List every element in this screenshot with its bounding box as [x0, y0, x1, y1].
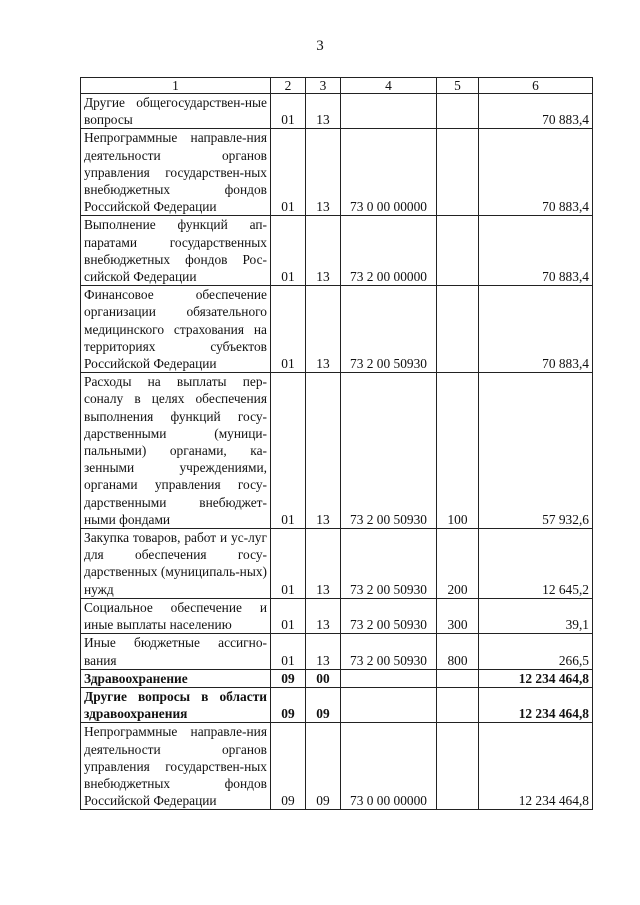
expense-type-cell — [437, 129, 479, 216]
amount-cell: 266,5 — [479, 634, 593, 669]
table-row — [81, 216, 593, 286]
section-code-cell: 01 — [271, 216, 306, 286]
expense-type-cell — [437, 94, 479, 129]
expense-type-cell — [437, 687, 479, 722]
table-row — [81, 598, 593, 633]
budget-table — [80, 77, 593, 810]
target-article-cell: 73 2 00 50930 — [341, 286, 437, 373]
table-row — [81, 94, 593, 129]
column-header: 4 — [341, 78, 437, 94]
table-row — [81, 373, 593, 529]
table-row — [81, 723, 593, 810]
section-code-cell: 01 — [271, 94, 306, 129]
subsection-code-cell: 13 — [306, 129, 341, 216]
row-name-cell: Иные бюджетные ассигно-вания — [81, 634, 271, 669]
subsection-code-cell: 09 — [306, 687, 341, 722]
subsection-code-cell: 09 — [306, 723, 341, 810]
table-body — [81, 94, 593, 810]
amount-cell: 70 883,4 — [479, 216, 593, 286]
table-header-row — [81, 78, 593, 94]
section-code-cell: 01 — [271, 529, 306, 599]
column-header: 5 — [437, 78, 479, 94]
table-row — [81, 529, 593, 599]
expense-type-cell: 100 — [437, 373, 479, 529]
row-name-cell: Расходы на выплаты пер-соналу в целях обеспечения выполнения функций госу-дарственными (муници-пальными) органами, ка-зенными учреждениями, органами управления госу-дарственными внебюджет-ными фондами — [81, 373, 271, 529]
section-code-cell: 01 — [271, 598, 306, 633]
subsection-code-cell: 13 — [306, 216, 341, 286]
subsection-code-cell: 00 — [306, 669, 341, 687]
amount-cell: 12 645,2 — [479, 529, 593, 599]
expense-type-cell: 200 — [437, 529, 479, 599]
subsection-code-cell: 13 — [306, 286, 341, 373]
expense-type-cell — [437, 286, 479, 373]
row-name-cell: Здравоохранение — [81, 669, 271, 687]
expense-type-cell: 800 — [437, 634, 479, 669]
amount-cell: 70 883,4 — [479, 129, 593, 216]
subsection-code-cell: 13 — [306, 634, 341, 669]
target-article-cell: 73 2 00 50930 — [341, 598, 437, 633]
column-header: 3 — [306, 78, 341, 94]
section-code-cell: 01 — [271, 373, 306, 529]
expense-type-cell — [437, 669, 479, 687]
column-header: 1 — [81, 78, 271, 94]
column-header: 2 — [271, 78, 306, 94]
row-name-cell: Другие вопросы в области здравоохранения — [81, 687, 271, 722]
table-row — [81, 669, 593, 687]
amount-cell: 12 234 464,8 — [479, 669, 593, 687]
target-article-cell: 73 2 00 50930 — [341, 529, 437, 599]
target-article-cell — [341, 687, 437, 722]
amount-cell: 12 234 464,8 — [479, 723, 593, 810]
section-code-cell: 09 — [271, 723, 306, 810]
target-article-cell — [341, 94, 437, 129]
target-article-cell: 73 2 00 00000 — [341, 216, 437, 286]
row-name-cell: Выполнение функций ап-паратами государственных внебюджетных фондов Рос-сийской Федерации — [81, 216, 271, 286]
subsection-code-cell: 13 — [306, 94, 341, 129]
subsection-code-cell: 13 — [306, 529, 341, 599]
target-article-cell: 73 0 00 00000 — [341, 129, 437, 216]
amount-cell: 70 883,4 — [479, 94, 593, 129]
table-row — [81, 286, 593, 373]
target-article-cell: 73 2 00 50930 — [341, 373, 437, 529]
table-row — [81, 687, 593, 722]
target-article-cell: 73 2 00 50930 — [341, 634, 437, 669]
column-header: 6 — [479, 78, 593, 94]
section-code-cell: 09 — [271, 669, 306, 687]
row-name-cell: Социальное обеспечение и иные выплаты населению — [81, 598, 271, 633]
row-name-cell: Непрограммные направле-ния деятельности органов управления государствен-ных внебюджетных фондов Российской Федерации — [81, 723, 271, 810]
row-name-cell: Непрограммные направле-ния деятельности органов управления государствен-ных внебюджетных фондов Российской Федерации — [81, 129, 271, 216]
table-row — [81, 634, 593, 669]
expense-type-cell — [437, 216, 479, 286]
amount-cell: 39,1 — [479, 598, 593, 633]
target-article-cell: 73 0 00 00000 — [341, 723, 437, 810]
expense-type-cell: 300 — [437, 598, 479, 633]
section-code-cell: 09 — [271, 687, 306, 722]
target-article-cell — [341, 669, 437, 687]
subsection-code-cell: 13 — [306, 373, 341, 529]
subsection-code-cell: 13 — [306, 598, 341, 633]
section-code-cell: 01 — [271, 634, 306, 669]
section-code-cell: 01 — [271, 286, 306, 373]
table-row — [81, 129, 593, 216]
row-name-cell: Закупка товаров, работ и ус-луг для обеспечения госу-дарственных (муниципаль-ных) нужд — [81, 529, 271, 599]
amount-cell: 12 234 464,8 — [479, 687, 593, 722]
page-number: 3 — [316, 38, 324, 54]
expense-type-cell — [437, 723, 479, 810]
amount-cell: 57 932,6 — [479, 373, 593, 529]
row-name-cell: Финансовое обеспечение организации обязательного медицинского страхования на территориях субъектов Российской Федерации — [81, 286, 271, 373]
section-code-cell: 01 — [271, 129, 306, 216]
amount-cell: 70 883,4 — [479, 286, 593, 373]
row-name-cell: Другие общегосударствен-ные вопросы — [81, 94, 271, 129]
